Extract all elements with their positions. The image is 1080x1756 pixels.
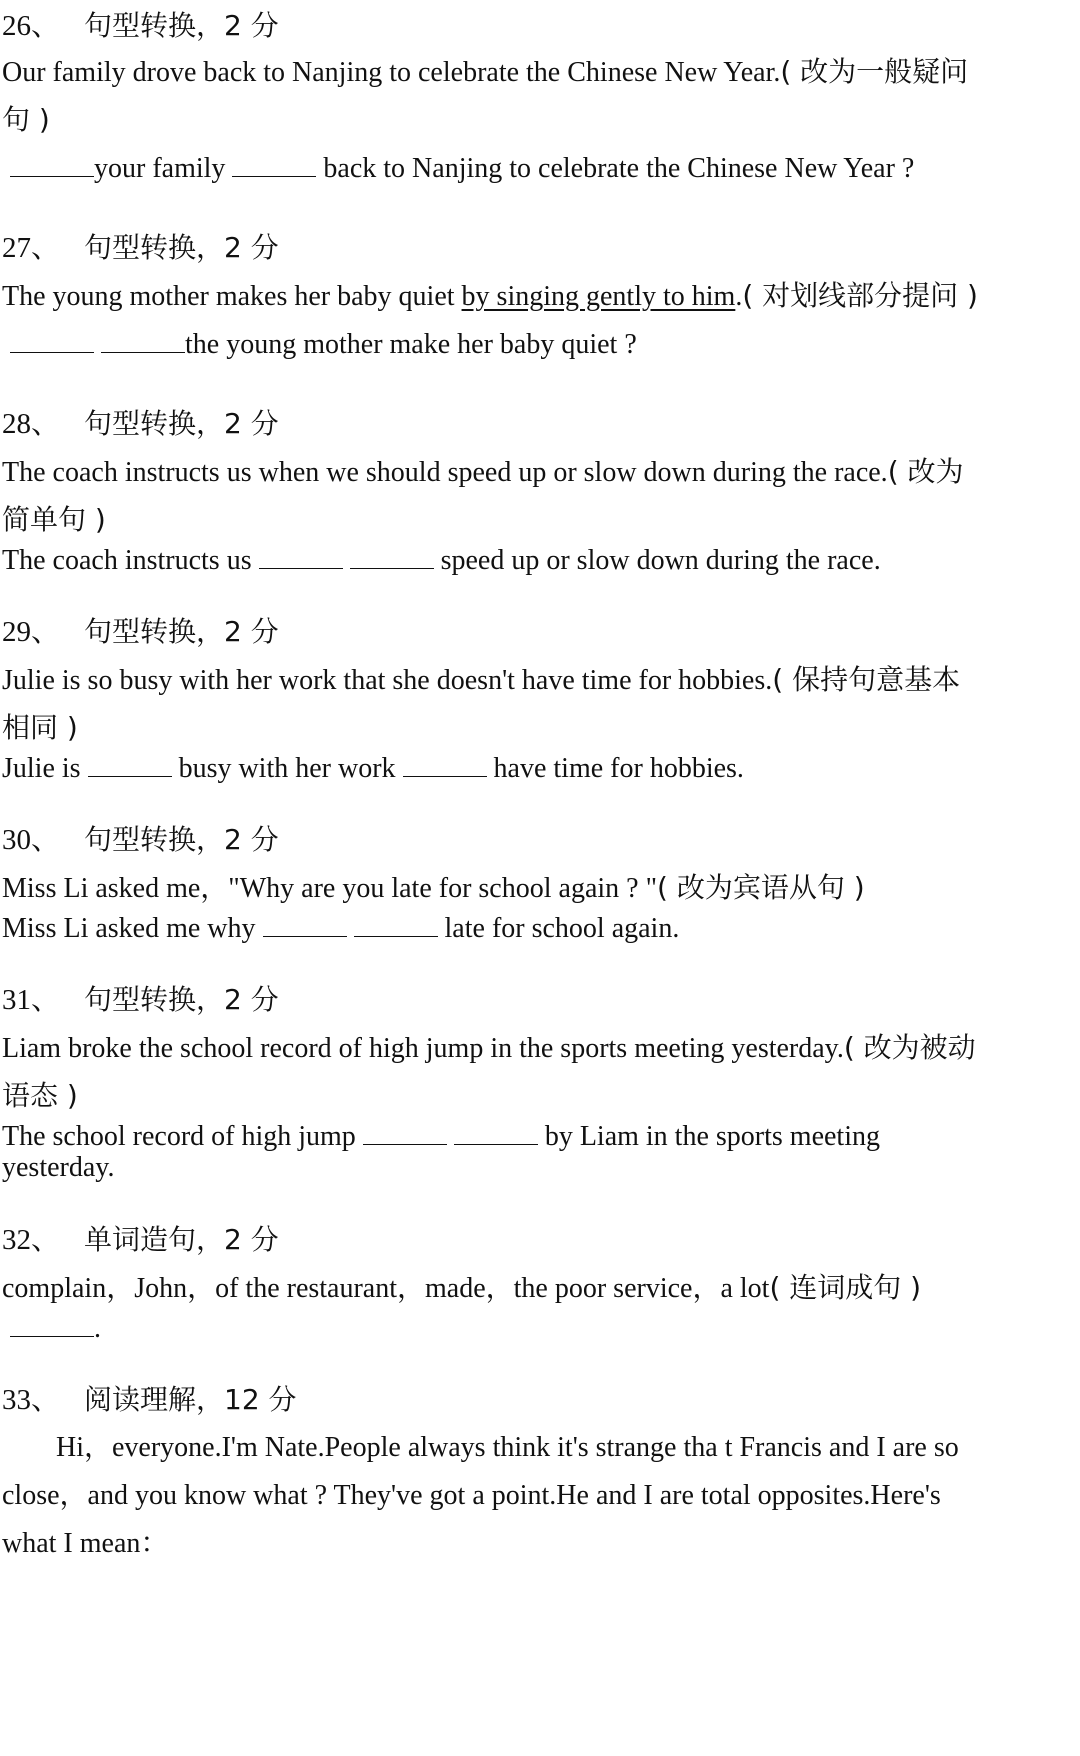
answer-blank[interactable] bbox=[10, 150, 94, 177]
question-32-prompt: complain，John，of the restaurant，made，the poor service，a lot( 连词成句 ) bbox=[2, 1271, 922, 1304]
answer-blank[interactable] bbox=[101, 326, 185, 353]
question-27-prompt: The young mother makes her baby quiet by singing gently to him.( 对划线部分提问 ) bbox=[2, 279, 978, 312]
question-27-header: 27、 句型转换，2 分 bbox=[2, 231, 279, 264]
question-28-header: 28、 句型转换，2 分 bbox=[2, 407, 279, 440]
passage-line: Hi，everyone.I'm Nate.People always think it's strange tha t Francis and I are so bbox=[56, 1432, 959, 1463]
answer-blank[interactable] bbox=[263, 910, 347, 937]
question-29-header: 29、 句型转换，2 分 bbox=[2, 615, 279, 648]
answer-blank[interactable] bbox=[363, 1118, 447, 1145]
question-33-header: 33、 阅读理解，12 分 bbox=[2, 1383, 297, 1416]
passage-line: close，and you know what ? They've got a point.He and I are total opposites.Here's bbox=[2, 1480, 941, 1511]
answer-blank[interactable] bbox=[403, 750, 487, 777]
question-29-prompt: Julie is so busy with her work that she doesn't have time for hobbies.( 保持句意基本 bbox=[2, 663, 961, 696]
question-28-prompt: The coach instructs us when we should speed up or slow down during the race.( 改为 bbox=[2, 455, 964, 488]
question-26-prompt: Our family drove back to Nanjing to celebrate the Chinese New Year.( 改为一般疑问 bbox=[2, 55, 969, 88]
question-26-answer: your family back to Nanjing to celebrate the Chinese New Year ? bbox=[2, 150, 914, 187]
question-28-prompt-cont: 简单句 ) bbox=[2, 503, 106, 536]
answer-blank[interactable] bbox=[232, 150, 316, 177]
question-heading: 句型转换，2 分 bbox=[84, 9, 279, 42]
underlined-phrase: by singing gently to him bbox=[461, 281, 736, 312]
question-29-answer: Julie is busy with her work have time for hobbies. bbox=[2, 750, 744, 787]
question-31-answer: The school record of high jump by Liam in the sports meeting bbox=[2, 1118, 880, 1155]
question-31-answer-cont: yesterday. bbox=[2, 1152, 115, 1183]
answer-blank[interactable] bbox=[350, 542, 434, 569]
question-31-header: 31、 句型转换，2 分 bbox=[2, 983, 279, 1016]
answer-blank[interactable] bbox=[10, 1310, 94, 1337]
question-26-header bbox=[2, 8, 279, 44]
question-31-prompt-cont: 语态 ) bbox=[2, 1079, 78, 1112]
question-27-answer: the young mother make her baby quiet ? bbox=[2, 326, 637, 363]
answer-blank[interactable] bbox=[354, 910, 438, 937]
question-29-prompt-cont: 相同 ) bbox=[2, 711, 78, 744]
answer-blank[interactable] bbox=[88, 750, 172, 777]
answer-blank[interactable] bbox=[454, 1118, 538, 1145]
answer-blank[interactable] bbox=[259, 542, 343, 569]
question-28-answer: The coach instructs us speed up or slow down during the race. bbox=[2, 542, 881, 579]
question-30-answer: Miss Li asked me why late for school again. bbox=[2, 910, 679, 947]
question-26-prompt-cont: 句 ) bbox=[2, 103, 50, 136]
passage-line: what I mean： bbox=[2, 1528, 169, 1559]
question-30-header: 30、 句型转换，2 分 bbox=[2, 823, 279, 856]
question-number: 26、 bbox=[2, 10, 61, 42]
question-30-prompt: Miss Li asked me，"Why are you late for school again ? "( 改为宾语从句 ) bbox=[2, 871, 865, 904]
question-32-header: 32、 单词造句，2 分 bbox=[2, 1223, 279, 1256]
question-32-answer: . bbox=[2, 1310, 101, 1347]
question-31-prompt: Liam broke the school record of high jump in the sports meeting yesterday.( 改为被动 bbox=[2, 1031, 976, 1064]
answer-blank[interactable] bbox=[10, 326, 94, 353]
